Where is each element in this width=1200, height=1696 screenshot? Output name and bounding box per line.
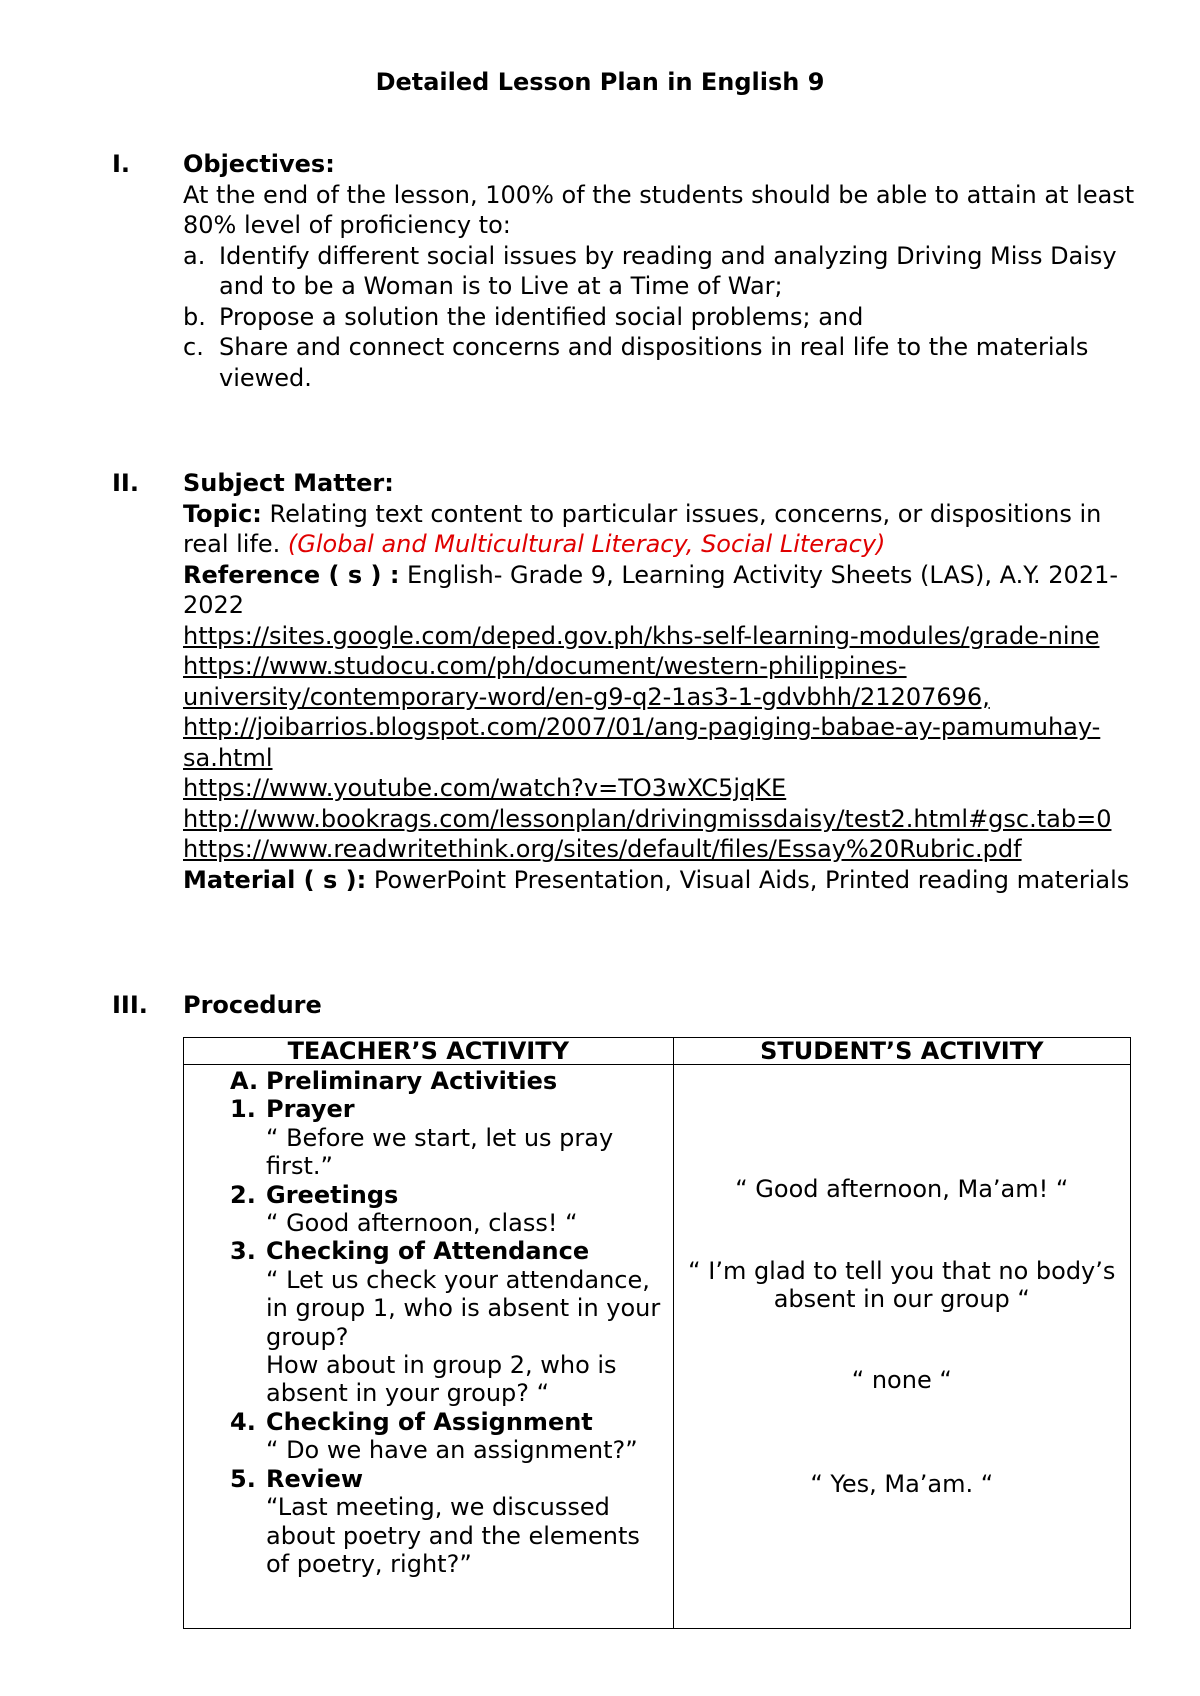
teacher-line: “ Do we have an assignment?”: [266, 1436, 638, 1465]
activity-title: Greetings: [266, 1180, 399, 1209]
reference-link[interactable]: https://www.readwritethink.org/sites/default/files/Essay%20Rubric.pdf: [183, 835, 1022, 863]
reference-link[interactable]: https://sites.google.com/deped.gov.ph/khs-self-learning-modules/grade-nine: [183, 621, 1100, 650]
document-title: Detailed Lesson Plan in English 9: [375, 68, 825, 96]
objective-item: [183, 241, 1152, 302]
teacher-line: “ Good afternoon, class! “: [266, 1209, 578, 1238]
reference-line: [183, 560, 1152, 621]
list-marker: A.: [230, 1067, 259, 1095]
list-marker: a.: [183, 241, 206, 270]
reference-link[interactable]: http://joibarrios.blogspot.com/2007/01/ang-pagiging-babae-ay-pamumuhay-sa.html: [183, 713, 1101, 772]
topic-text: Relating text content to particular issues, concerns, or dispositions in real life.: [183, 499, 1102, 558]
student-response: “ none “: [851, 1366, 952, 1394]
objective-text: Share and connect concerns and dispositions in real life to the materials viewed.: [219, 333, 1089, 392]
student-activity-header: STUDENT’S ACTIVITY: [673, 1038, 1130, 1065]
objectives-section: [112, 149, 1152, 393]
reference-link[interactable]: http://www.bookrags.com/lessonplan/drivingmissdaisy/test2.html#gsc.tab=0: [183, 804, 1112, 833]
activity-item-heading: [230, 1095, 665, 1123]
list-marker: 4.: [230, 1407, 256, 1436]
activity-item-heading: [230, 1465, 665, 1493]
reference-link[interactable]: https://www.youtube.com/watch?v=TO3wXC5jqKE: [183, 774, 787, 802]
subject-matter-section: [112, 468, 1152, 895]
section-title: Preliminary Activities: [266, 1067, 558, 1095]
objectives-heading: Objectives:: [183, 150, 335, 178]
list-marker: 1.: [230, 1095, 256, 1124]
objectives-intro: At the end of the lesson, 100% of the students should be able to attain at least 80% level of proficiency to:: [183, 180, 1135, 239]
objective-text: Identify different social issues by reading and analyzing Driving Miss Daisy and to be a Woman is to Live at a Time of War;: [219, 241, 1117, 300]
objective-text: Propose a solution the identified social problems; and: [219, 302, 864, 331]
topic-label: Topic:: [183, 499, 262, 528]
student-activity-cell: [673, 1065, 1130, 1629]
list-marker: c.: [183, 333, 204, 361]
student-response: “ Yes, Ma’am. “: [810, 1470, 994, 1498]
material-label: Material ( s ):: [183, 865, 367, 894]
material-line: [183, 865, 1152, 896]
procedure-heading: Procedure: [183, 991, 322, 1019]
student-response: “ Good afternoon, Ma’am! “: [735, 1175, 1069, 1203]
teacher-activity-cell: [184, 1065, 674, 1629]
list-marker: 5.: [230, 1464, 256, 1493]
section-numeral: I.: [112, 150, 131, 178]
activity-title: Prayer: [266, 1095, 355, 1124]
teacher-line: “ Before we start, let us pray first.”: [266, 1123, 614, 1181]
teacher-line: “Last meeting, we discussed about poetry and the elements of poetry, right?”: [266, 1493, 640, 1578]
list-marker: 2.: [230, 1180, 256, 1209]
teacher-line: “ Let us check your attendance, in group 1, who is absent in your group?: [266, 1265, 661, 1351]
reference-link[interactable]: https://www.studocu.com/ph/document/western-philippines-university/contemporary-word/en-g9-q2-1as3-1-gdvbhh/21207696,: [183, 652, 990, 711]
objective-item: [183, 332, 1152, 393]
material-text: PowerPoint Presentation, Visual Aids, Printed reading materials: [366, 865, 1130, 894]
subject-matter-heading: Subject Matter:: [183, 469, 394, 497]
list-marker: 3.: [230, 1237, 256, 1266]
student-response: “ I’m glad to tell you that no body’s absent in our group “: [688, 1257, 1116, 1314]
table-row: [184, 1065, 1131, 1629]
activity-item-heading: [230, 1181, 665, 1209]
topic-line: [183, 499, 1152, 560]
section-numeral: II.: [112, 469, 139, 497]
table-header-row: [184, 1038, 1131, 1065]
objective-item: [183, 302, 1152, 333]
list-marker: b.: [183, 302, 206, 331]
procedure-table: [183, 1037, 1131, 1629]
teacher-line: How about in group 2, who is absent in your group? “: [266, 1351, 617, 1408]
activity-title: Checking of Assignment: [266, 1407, 593, 1436]
activity-title: Review: [266, 1464, 364, 1493]
reference-text: English- Grade 9, Learning Activity Sheets (LAS), A.Y. 2021-2022: [183, 560, 1119, 619]
topic-literacy-note: (Global and Multicultural Literacy, Social Literacy): [287, 530, 886, 558]
teacher-activity-header: TEACHER’S ACTIVITY: [184, 1038, 674, 1065]
activity-item-heading: [230, 1408, 665, 1436]
activity-item-heading: [230, 1237, 665, 1265]
preliminary-activities-heading: [230, 1067, 665, 1095]
activity-title: Checking of Attendance: [266, 1237, 590, 1266]
reference-label: Reference ( s ) :: [183, 560, 400, 589]
section-numeral: III.: [112, 991, 148, 1019]
procedure-section: [112, 990, 1152, 1021]
